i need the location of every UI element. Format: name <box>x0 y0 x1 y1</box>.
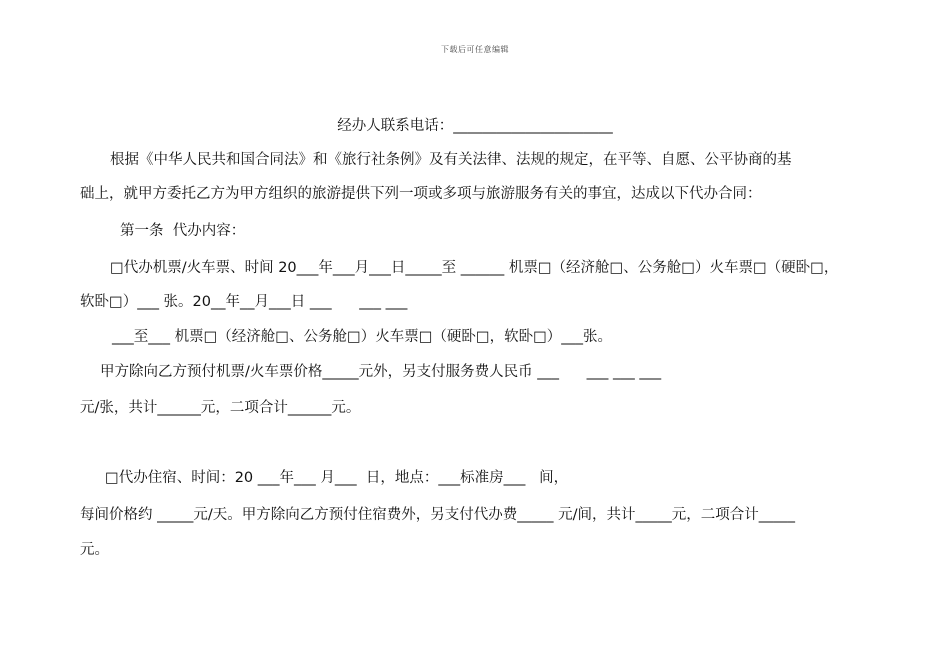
hotel-service-line-1: □代办住宿、时间：20 ___年___ 月___ 日，地点：___标准房___ 间， <box>105 470 569 486</box>
ticket-price-line-2: 元/张，共计______元，二项合计______元。 <box>80 400 361 416</box>
intro-paragraph-line-1: 根据《中华人民共和国合同法》和《旅行社条例》及有关法律、法规的规定，在平等、自愿、公平协商的基 <box>110 152 792 168</box>
ticket-price-line-1: 甲方除向乙方预付机票/火车票价格_____元外，另支付服务费人民币 ___ ___ ___ ___ <box>100 364 662 380</box>
hotel-service-line-3: 元。 <box>80 542 109 558</box>
ticket-service-line-3: ___至___ 机票□（经济舱□、公务舱□）火车票□（硬卧□，软卧□）___张。 <box>112 329 613 345</box>
ticket-service-line-2: 软卧□）___ 张。20__年__月___日 ___ ___ ___ <box>80 294 408 310</box>
header-note: 下载后可任意编辑 <box>441 45 509 54</box>
ticket-service-line-1: □代办机票/火车票、时间 20___年___月___日_____至 ______ 机票□（经济舱□、公务舱□）火车票□（硬卧□， <box>110 260 839 276</box>
article-title: 第一条 代办内容： <box>120 223 246 239</box>
agent-phone-line: 经办人联系电话：______________________ <box>337 118 613 134</box>
intro-paragraph-line-2: 础上，就甲方委托乙方为甲方组织的旅游提供下列一项或多项与旅游服务有关的事宜，达成以下代办合同： <box>80 186 762 202</box>
hotel-service-line-2: 每间价格约 _____元/天。甲方除向乙方预付住宿费外，另支付代办费_____ 元/间，共计_____元，二项合计_____ <box>80 507 795 523</box>
